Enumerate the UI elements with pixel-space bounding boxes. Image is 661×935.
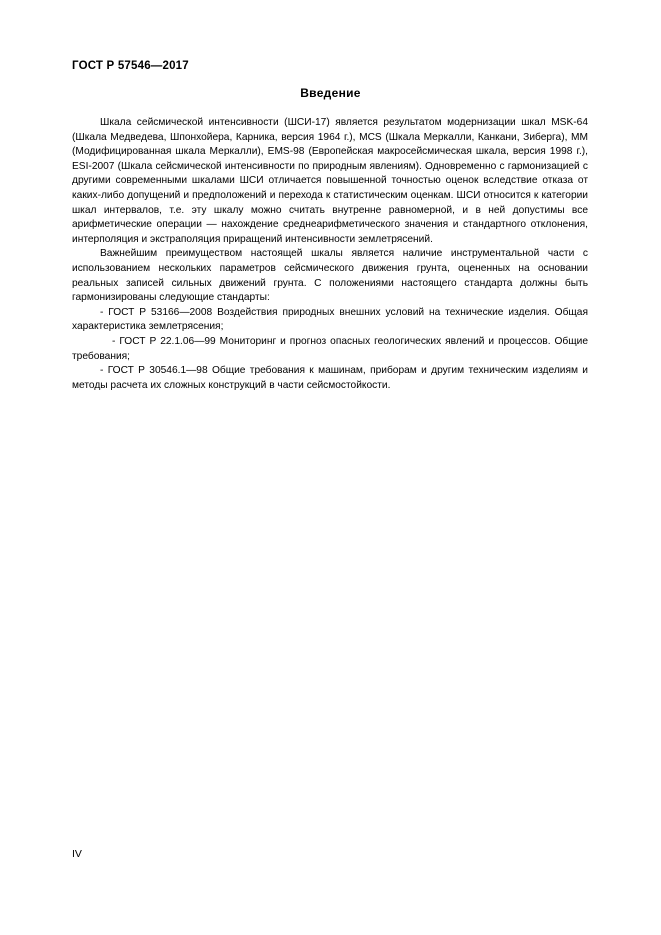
- list-item-gost-30546-1: - ГОСТ Р 30546.1—98 Общие требования к машинам, приборам и другим техническим изделиям и методы расчета их сложных конструкций в части сейсмостойкости.: [72, 365, 588, 391]
- standard-designation-header: ГОСТ Р 57546—2017: [72, 60, 189, 72]
- paragraph-instrumental-advantage: Важнейшим преимуществом настоящей шкалы является наличие инструментальной части с использованием нескольких параметров сейсмического движения грунта, оцененных на основании реальных записей сильных движений грунта. С положениями настоящего стандарта должны быть гармонизированы следующие стандарты:: [72, 248, 588, 304]
- document-body: [72, 116, 588, 393]
- list-item-gost-53166: - ГОСТ Р 53166—2008 Воздействия природных внешних условий на технические изделия. Общая характеристика землетрясения;: [72, 306, 588, 333]
- page-title: Введение: [300, 86, 361, 100]
- paragraph-intro-scale-origin: Шкала сейсмической интенсивности (ШСИ-17) является результатом модернизации шкал MSK-64 (Шкала Медведева, Шпонхойера, Карника, версия 1964 г.), MCS (Шкала Меркалли, Канкани, Зиберга), MM (Модифицированная шкала Меркалли), EMS-98 (Европейская макросейсмическая шкала, версия 1998 г.), ESI-2007 (Шкала сейсмической интенсивности по природным явлениям). Одновременно с гармонизацией с другими современными шкалами ШСИ отличается повышенной точностью оценок вследствие отказа от каких-либо допущений и предположений и перехода к статистическим оценкам. ШСИ относится к категории шкал интервалов, т.е. эту шкалу можно считать внутренне равномерной, и в ней допустимы все арифметические операции — нахождение среднеарифметического значения и стандартного отклонения, интерполяция и экстраполяция приращений интенсивности землетрясений.: [72, 117, 588, 245]
- list-item-gost-22-1-06: - ГОСТ Р 22.1.06—99 Мониторинг и прогноз опасных геологических явлений и процессов. Общие требования;: [72, 335, 588, 362]
- page-number: IV: [72, 848, 82, 860]
